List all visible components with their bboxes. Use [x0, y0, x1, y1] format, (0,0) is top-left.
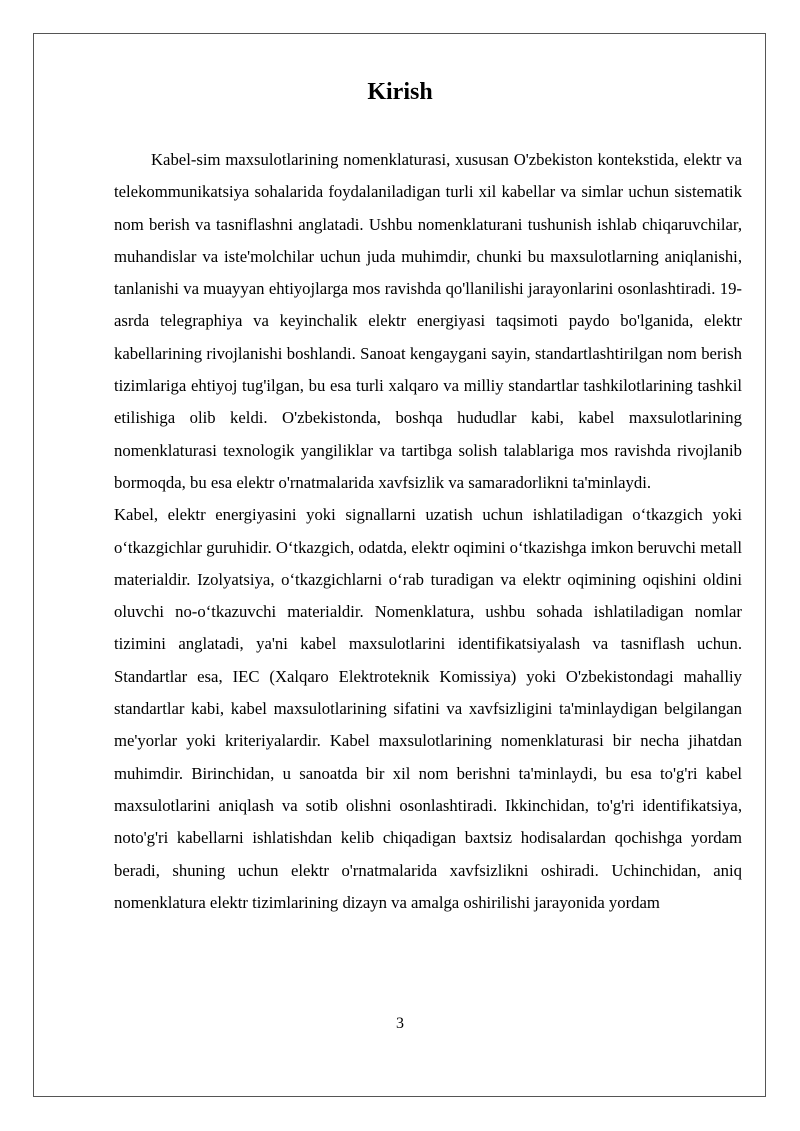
page-number: 3: [396, 1015, 404, 1032]
paragraph-intro: Kabel-sim maxsulotlarining nomenklaturasi, xususan O'zbekiston kontekstida, elektr va telekommunikatsiya sohalarida foydalaniladigan turli xil kabellar va simlar uchun sistematik nom berish va tasniflashni anglatadi. Ushbu nomenklaturani tushunish ishlab chiqaruvchilar, muhandislar va iste'molchilar uchun juda muhimdir, chunki bu maxsulotlarning aniqlanishi, tanlanishi va muayyan ehtiyojlarga mos ravishda qo'llanilishi jarayonlarini osonlashtiradi. 19-asrda telegraphiya va keyinchalik elektr energiyasi taqsimoti paydo bo'lganida, elektr kabellarining rivojlanishi boshlandi. Sanoat kengaygani sayin, standartlashtirilgan nom berish tizimlariga ehtiyoj tug'ilgan, bu esa turli xalqaro va milliy standartlar tashkilotlarining tashkil etilishiga olib keldi. O'zbekistonda, boshqa hududlar kabi, kabel maxsulotlarining nomenklaturasi texnologik yangiliklar va tartibga solish talablariga mos ravishda rivojlanib bormoqda, bu esa elektr o'rnatmalarida xavfsizlik va samaradorlikni ta'minlaydi.: [114, 150, 742, 492]
body-text: [114, 144, 742, 919]
paragraph-definitions: Kabel, elektr energiyasini yoki signallarni uzatish uchun ishlatiladigan o‘tkazgich yoki o‘tkazgichlar guruhidir. O‘tkazgich, odatda, elektr oqimini o‘tkazishga imkon beruvchi metall materialdir. Izolyatsiya, o‘tkazgichlarni o‘rab turadigan va elektr oqimining oqishini oldini oluvchi no-o‘tkazuvchi materialdir. Nomenklatura, ushbu sohada ishlatiladigan nomlar tizimini anglatadi, ya'ni kabel maxsulotlarini identifikatsiyalash va tasniflash uchun. Standartlar esa, IEC (Xalqaro Elektroteknik Komissiya) yoki O'zbekistondagi mahalliy standartlar kabi, kabel maxsulotlarining sifatini va xavfsizligini ta'minlaydigan belgilangan me'yorlar yoki kriteriyalardir. Kabel maxsulotlarining nomenklaturasi bir necha jihatdan muhimdir. Birinchidan, u sanoatda bir xil nom berishni ta'minlaydi, bu esa to'g'ri kabel maxsulotlarini aniqlash va sotib olishni osonlashtiradi. Ikkinchidan, to'g'ri identifikatsiya, noto'g'ri kabellarni ishlatishdan kelib chiqadigan baxtsiz hodisalardan qochishga yordam beradi, shuning uchun elektr o'rnatmalarida xavfsizlikni oshiradi. Uchinchidan, aniq nomenklatura elektr tizimlarining dizayn va amalga oshirilishi jarayonida yordam: [114, 505, 742, 912]
page-title: Kirish: [367, 79, 433, 105]
